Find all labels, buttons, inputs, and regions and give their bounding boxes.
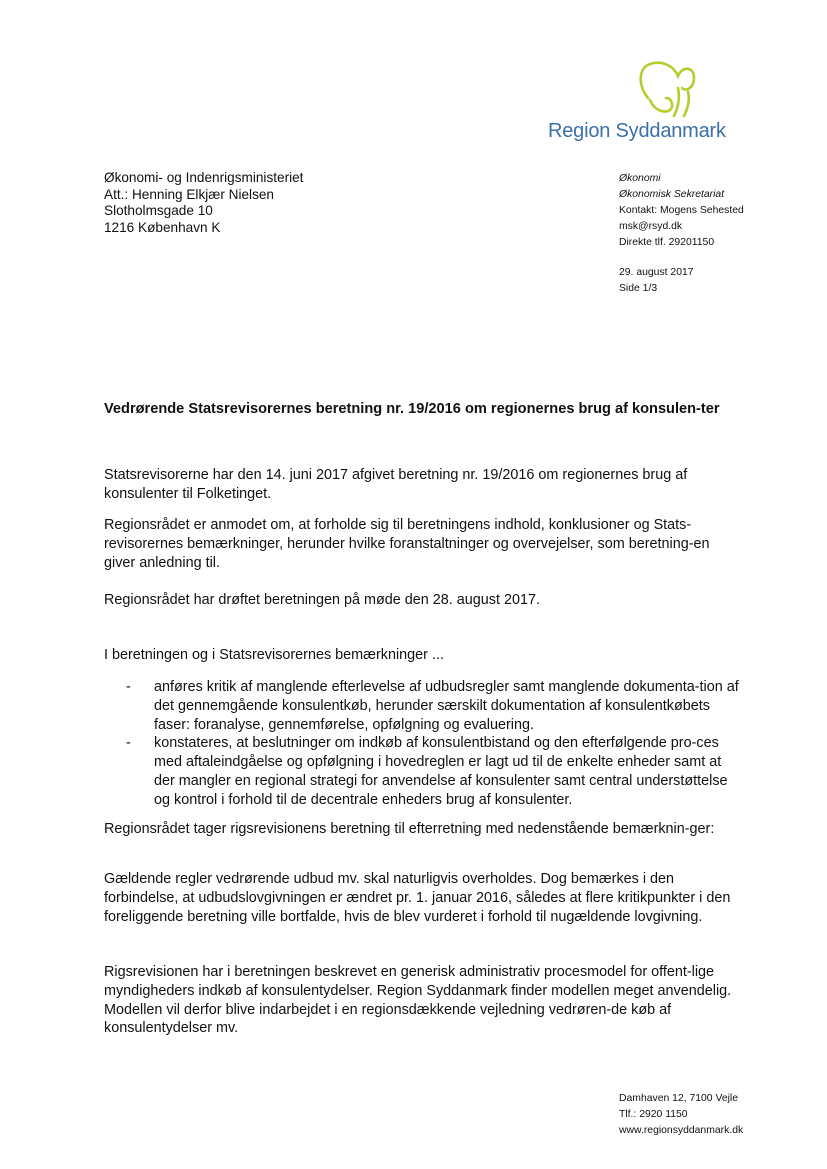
bullet-item xyxy=(104,734,744,809)
body-paragraph: I beretningen og i Statsrevisorernes bemærkninger ... xyxy=(104,647,444,663)
recipient-address xyxy=(104,170,303,236)
body-paragraph: Rigsrevisionen har i beretningen beskrevet en generisk administrativ procesmodel for offent-lige myndigheders indkøb af konsulentydelser. Region Syddanmark finder modellen meget anvendelig. Modellen vil derfor blive indarbejdet i en regionsdækkende vejledning vedrøren-de køb af konsulentydelser mv. xyxy=(104,964,732,1037)
footer-phone: Tlf.: 2920 1150 xyxy=(619,1109,688,1120)
letter-date: 29. august 2017 xyxy=(619,267,694,278)
body-paragraph: Gældende regler vedrørende udbud mv. skal naturligvis overholdes. Dog bemærkes i den forbindelse, at udbudslovgivningen er ændret pr. 1. januar 2016, således at flere kritikpunkter i den foreliggende beretning ville bortfalde, hvis de blev vurderet i forhold til nugældende lovgivning. xyxy=(104,871,731,925)
bullet-text: konstateres, at beslutninger om indkøb af konsulentbistand og den efterfølgende pro-ces med aftaleindgåelse og opfølgning i hovedreglen er lagt ud til de enkelte enheder samt at der mangler en regional strategi for anvendelse af konsulenter samt central understøttelse og kontrol i forhold til de decentrale enheders brug af konsulenter. xyxy=(154,735,728,808)
bullet-marker: - xyxy=(126,679,131,695)
region-logo-wordmark: Region Syddanmark xyxy=(548,120,726,142)
body-paragraph: Regionsrådet har drøftet beretningen på møde den 28. august 2017. xyxy=(104,592,541,608)
sender-email: msk@rsyd.dk xyxy=(619,221,683,232)
body-paragraph: Regionsrådet tager rigsrevisionens beretning til efterretning med nedenstående bemærknin-ger: xyxy=(104,821,715,837)
body-paragraph: Regionsrådet er anmodet om, at forholde sig til beretningens indhold, konklusioner og Stats-revisorernes bemærkninger, herunder hvilke foranstaltninger og overvejelser, som beretning-en giver anledning til. xyxy=(104,517,710,571)
bullet-text: anføres kritik af manglende efterlevelse af udbudsregler samt manglende dokumenta-tion af det gennemgående konsulentkøb, herunder særskilt dokumentation af konsulentkøbets faser: foranalyse, gennemførelse, opfølgning og evaluering. xyxy=(154,679,739,733)
sender-spacer xyxy=(619,251,744,265)
footer-website: www.regionsyddanmark.dk xyxy=(619,1125,744,1136)
recipient-line: Slotholmsgade 10 xyxy=(104,203,213,219)
recipient-line: Økonomi- og Indenrigsministeriet xyxy=(104,170,304,185)
sender-phone: Direkte tlf. 29201150 xyxy=(619,237,715,248)
body-paragraph: Statsrevisorerne har den 14. juni 2017 afgivet beretning nr. 19/2016 om regionernes brug af konsulenter til Folketinget. xyxy=(104,467,688,502)
sender-contact: Kontakt: Mogens Sehested xyxy=(619,205,744,216)
region-logo-symbol-icon xyxy=(634,58,700,120)
recipient-line: Att.: Henning Elkjær Nielsen xyxy=(104,186,274,202)
region-logo xyxy=(548,58,726,148)
bullet-item xyxy=(104,678,744,734)
page-number: Side 1/3 xyxy=(619,283,658,294)
sender-details xyxy=(619,171,744,297)
sender-department: Økonomi xyxy=(619,173,661,184)
footer-address xyxy=(619,1091,743,1139)
bullet-marker: - xyxy=(126,735,131,752)
sender-unit: Økonomisk Sekretariat xyxy=(619,189,725,200)
bullet-list xyxy=(104,678,744,810)
footer-street: Damhaven 12, 7100 Vejle xyxy=(619,1093,738,1104)
letter-subject: Vedrørende Statsrevisorernes beretning nr. 19/2016 om regionernes brug af konsulen-ter xyxy=(104,401,720,417)
recipient-line: 1216 København K xyxy=(104,219,221,235)
